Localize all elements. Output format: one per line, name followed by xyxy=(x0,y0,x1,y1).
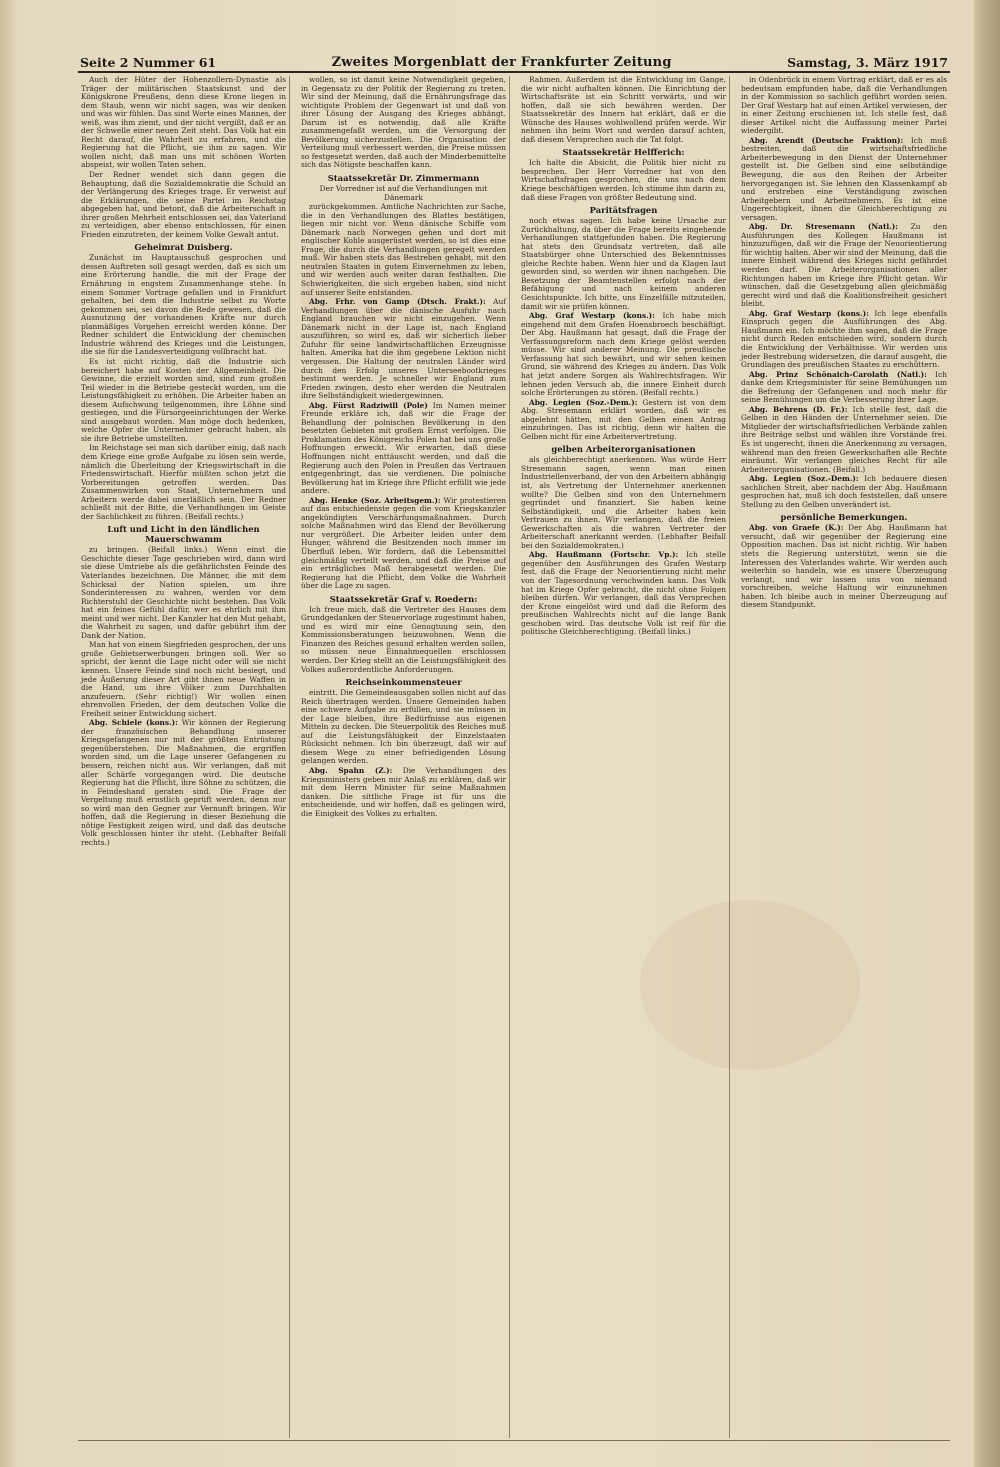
issue-date: Samstag, 3. März 1917 xyxy=(787,54,948,70)
section-heading: Geheimrat Duisberg. xyxy=(134,242,233,253)
section-heading: Staatssekretär Helfferich: xyxy=(562,147,685,158)
speech-paragraph xyxy=(301,497,506,591)
speaker-name: Abg. Behrens (D. Fr.): xyxy=(749,404,848,414)
article-paragraph: als gleichberechtigt anerkennen. Was würde Herr Stresemann sagen, wenn man einen Industriellenverband, der von den Arbeitern abhängig ist, als Vertretung der Unternehmer anerkennen wollte? Die Gelben sind von den Unternehmern gegründet und finanziert. Sie haben keine Selbständigkeit, und die Arbeiter haben kein Vertrauen zu ihnen. Wir verlangen, daß die freien Gewerkschaften als die wahren Vertreter der Arbeiterschaft anerkannt werden. (Lebhafter Beifall bei den Sozialdemokraten.) xyxy=(521,455,726,550)
article-paragraph: wollen, so ist damit keine Notwendigkeit gegeben, in Gegensatz zu der Politik der Regierung zu treten. Wir sind der Meinung, daß die Ernährungsfrage das wichtigste Problem der Gegenwart ist und daß von ihrer Lösung der Ausgang des Krieges abhängt. Darum ist es notwendig, daß alle Kräfte zusammengefaßt werden, um die Versorgung der Bevölkerung sicherzustellen. Die Organisation der Verteilung muß verbessert werden, die Preise müssen so festgesetzt werden, daß auch der Minderbemittelte sich das Nötigste beschaffen kann. xyxy=(301,76,506,170)
speech-text: Ich habe mich eingehend mit dem Grafen Hoensbroech beschäftigt. Der Abg. Haußmann hat gesagt, daß die Frage der Verfassungsreform nach dem Kriege gelöst werden müsse. Wir sind anderer Meinung. Die preußische Verfassung hat sich bewährt, und wir sehen keinen Grund, sie während des Krieges zu ändern. Das Volk hat jetzt andere Sorgen als Wahlrechtsfragen. Wir lehnen jeden Versuch ab, die innere Einheit durch solche Erörterungen zu stören. (Beifall rechts.) xyxy=(521,311,726,398)
speech-text: Ich muß bestreiten, daß die wirtschaftsfriedliche Arbeiterbewegung in den Dienst der Unternehmer gestellt ist. Die Gelben sind eine selbständige Bewegung, die aus den Reihen der Arbeiter hervorgegangen ist. Sie lehnen den Klassenkampf ab und erstreben eine Verständigung zwischen Arbeitgebern und Arbeitnehmern. Es ist eine Ungerechtigkeit, ihnen die Gleichberechtigung zu versagen. xyxy=(741,135,948,222)
speech-paragraph xyxy=(741,524,947,609)
section-heading: persönliche Bemerkungen. xyxy=(780,512,908,523)
speech-text: Zu den Ausführungen des Kollegen Haußmann ist hinzuzufügen, daß wir die Frage der Neuorientierung für wichtig halten. Aber wir sind der Meinung, daß die innere Einheit während des Krieges nicht gefährdet werden darf. Die Arbeiterorganisationen aller Richtungen haben im Kriege ihre Pflicht getan. Wir wünschen, daß die Gesetzgebung allen gleichmäßig gerecht wird und daß die Koalitionsfreiheit gesichert bleibt. xyxy=(741,222,948,309)
speech-paragraph xyxy=(741,475,947,509)
speaker-name: Abg. Dr. Stresemann (Natl.): xyxy=(749,222,898,232)
article-paragraph: Zunächst im Hauptausschuß gesprochen und dessen Auftreten soll gesagt werden, daß es sich um eine Erörterung handle, die mit der Frage der Ernährung in engstem Zusammenhange stehe. In einem Sommer Vortrage gefallen und in Frankfurt gehalten, bei dem die Industrie selbst zu Worte gekommen sei, sei davon die Rede gewesen, daß die Ausnutzung der vorhandenen Kräfte nur durch planmäßiges Vorgehen erreicht werden könne. Der Redner schildert die Entwicklung der chemischen Industrie während des Krieges und die Leistungen, die sie für die Landesverteidigung vollbracht hat. xyxy=(81,253,286,357)
speech-text: Im Namen meiner Freunde erkläre ich, daß wir die Frage der Behandlung der polnischen Bevölkerung in den besetzten Gebieten mit großem Ernst verfolgen. Die Proklamation des Königreichs Polen hat bei uns große Hoffnungen erweckt. Wir erwarten, daß diese Hoffnungen nicht enttäuscht werden, und daß die Regierung auch den Polen in Preußen das Vertrauen entgegenbringt, das sie verdienen. Die polnische Bevölkerung hat im Kriege ihre Pflicht erfüllt wie jede andere. xyxy=(301,400,506,496)
speaker-name: Abg. Henke (Soz. Arbeitsgem.): xyxy=(309,495,441,505)
speech-paragraph xyxy=(521,399,726,442)
section-heading: Paritätsfragen xyxy=(589,205,658,216)
article-paragraph: Ich freue mich, daß die Vertreter des Hauses dem Grundgedanken der Steuervorlage zugestimmt haben, und es wird mir eine Genugtuung sein, den Kommissionsberatungen beizuwohnen. Wenn die Finanzen des Reiches gesund erhalten werden sollen, so müssen neue Einnahmequellen erschlossen werden. Der Krieg stellt an die Leistungsfähigkeit des Volkes außerordentliche Anforderungen. xyxy=(301,604,506,674)
speaker-name: Abg. Legien (Soz.-Dem.): xyxy=(749,474,859,484)
speech-text: Wir protestieren auf das entschiedenste gegen die vom Kriegskanzler angekündigten Verschärfungsmaßnahmen. Durch solche Maßnahmen wird das Elend der Bevölkerung nur vergrößert. Die Arbeiter leiden unter dem Hunger, während die Besitzenden noch immer im Überfluß leben. Wir fordern, daß die Lebensmittel gleichmäßig verteilt werden, und daß die Preise auf ein erträgliches Maß herabgesetzt werden. Die Regierung hat die Pflicht, dem Volke die Wahrheit über die Lage zu sagen. xyxy=(301,495,506,591)
article-paragraph: in Odenbrück in einem Vortrag erklärt, daß er es als bedeutsam empfunden habe, daß die Verhandlungen in der Kommission so sachlich geführt worden seien. Der Graf Westarp hat auf einen Artikel verwiesen, der in einer Zeitung erschienen ist. Ich stelle fest, daß dieser Artikel nicht die Auffassung meiner Partei wiedergibt. xyxy=(741,76,947,136)
article-paragraph: Ich halte die Absicht, die Politik hier nicht zu besprechen. Der Herr Vorredner hat von den Wirtschaftsfragen gesprochen, die uns nach dem Kriege beschäftigen werden. Ich stimme ihm darin zu, daß diese Fragen von größter Bedeutung sind. xyxy=(521,158,726,202)
column-1 xyxy=(78,76,290,1438)
article-paragraph: eintritt. Die Gemeindeausgaben sollen nicht auf das Reich übertragen werden. Unsere Gemeinden haben eine schwere Aufgabe zu erfüllen, und sie müssen in der Lage bleiben, ihre Bedürfnisse aus eigenen Mitteln zu decken. Die Steuerpolitik des Reiches muß auf die Leistungsfähigkeit der Einzelstaaten Rücksicht nehmen. Ich bin überzeugt, daß wir auf diesem Wege zu einer befriedigenden Lösung gelangen werden. xyxy=(301,688,506,766)
column-2 xyxy=(298,76,510,1438)
speech-text: Auf Verhandlungen über die dänische Ausfuhr nach England brauchen wir nicht einzugehen. Wenn Dänemark nicht in der Lage ist, nach England auszuführen, so wird es, daß wir sicherlich lieber Zufuhr für seine landwirtschaftlichen Erzeugnisse halten. Amerika hat die ihm gegebene Lektion nicht vergessen. Die Haltung der neutralen Länder wird durch den Erfolg unseres Unterseebootkrieges bestimmt werden. Je schneller wir England zum Frieden zwingen, desto eher werden die Neutralen ihre Selbständigkeit wiedergewinnen. xyxy=(301,297,506,401)
section-heading: Staatssekretär Graf v. Roedern: xyxy=(329,593,478,604)
speech-text: Ich bedauere diesen sachlichen Streit, aber nachdem der Abg. Haußmann gesprochen hat, muß ich doch feststellen, daß unsere Stellung zu den Gelben unverändert ist. xyxy=(741,474,947,509)
speaker-name: Abg. Fürst Radziwill (Pole) xyxy=(309,400,428,410)
article-paragraph: Im Reichstage sei man sich darüber einig, daß nach dem Kriege eine große Aufgabe zu lösen sein werde, nämlich die Überleitung der Kriegswirtschaft in die Friedenswirtschaft. Hierfür müßten schon jetzt die Vorbereitungen getroffen werden. Das Zusammenwirken von Staat, Unternehmern und Arbeitern werde dabei unerläßlich sein. Der Redner schließt mit der Bitte, die Verhandlungen im Geiste der Sachlichkeit zu führen. (Beifall rechts.) xyxy=(81,443,286,521)
speech-paragraph xyxy=(521,551,726,636)
speaker-name: Abg. Arendt (Deutsche Fraktion): xyxy=(749,135,904,145)
text-columns xyxy=(78,76,950,1438)
page-header xyxy=(80,54,948,70)
speech-text: Der Abg. Haußmann hat versucht, daß wir gegenüber der Regierung eine Opposition machen. Das ist nicht richtig. Wir haben stets die Regierung unterstützt, wenn sie die Interessen des Vaterlandes wahrte. Wir werden auch weiterhin so handeln, wie es unsere Überzeugung verlangt, und wir lassen uns von niemand vorschreiben, welche Haltung wir einzunehmen haben. Ich bleibe auch in meiner Überzeugung auf diesem Standpunkt. xyxy=(741,523,947,610)
header-rule xyxy=(78,71,950,73)
article-paragraph: Es ist nicht richtig, daß die Industrie sich bereichert habe auf Kosten der Allgemeinheit. Die Gewinne, die erzielt worden sind, sind zum großen Teil wieder in die Betriebe gesteckt worden, um die Leistungsfähigkeit zu erhöhen. Die Arbeiter haben an diesem Aufschwung teilgenommen, ihre Löhne sind gestiegen, und die Fürsorgeeinrichtungen der Werke sind ausgebaut worden. Man möge doch bedenken, welche Opfer die Unternehmer gebracht haben, als sie ihre Betriebe umstellten. xyxy=(81,356,286,443)
speaker-name: Abg. Frhr. von Gamp (Dtsch. Frakt.): xyxy=(309,297,486,307)
speaker-name: Abg. Spahn (Z.): xyxy=(309,766,393,776)
article-paragraph: Der Redner wendet sich dann gegen die Behauptung, daß die Sozialdemokratie die Schuld an der Verlängerung des Krieges trage. Er verweist auf die Erklärungen, die seine Partei im Reichstag abgegeben hat, und betont, daß die Arbeiterschaft in ihrer großen Mehrheit entschlossen sei, das Vaterland zu verteidigen, aber ebenso entschlossen, für einen Frieden einzutreten, der keinem Volke Gewalt antut. xyxy=(81,170,286,239)
speaker-name: Abg. Schiele (kons.): xyxy=(89,718,178,728)
footer-rule xyxy=(78,1440,950,1441)
newspaper-title: Zweites Morgenblatt der Frankfurter Zeitung xyxy=(331,54,672,70)
speech-text: Wir können der Regierung der französischen Behandlung unserer Kriegsgefangenen nur mit der größten Entrüstung gegenüberstehen. Die Maßnahmen, die ergriffen worden sind, um die Lage unserer Gefangenen zu bessern, reichen nicht aus. Wir verlangen, daß mit aller Schärfe vorgegangen wird. Die deutsche Regierung hat die Pflicht, ihre Söhne zu schützen, die in Feindeshand geraten sind. Die Frage der Vergeltung muß ernstlich geprüft werden, denn nur so wird man den Gegner zur Vernunft bringen. Wir hoffen, daß die Regierung in dieser Beziehung die nötige Festigkeit zeigen wird, und daß das deutsche Volk geschlossen hinter ihr steht. (Lebhafter Beifall rechts.) xyxy=(81,718,286,847)
speaker-name: Abg. von Graefe (K.): xyxy=(749,523,844,533)
speech-paragraph xyxy=(521,312,726,397)
speaker-name: Abg. Haußmann (Fortschr. Vp.): xyxy=(529,550,679,560)
speech-text: Gestern ist von dem Abg. Stresemann erklärt worden, daß wir es abgelehnt hätten, mit den Gelben einen Antrag einzubringen. Das ist richtig, denn wir halten die Gelben nicht für eine Arbeitervertretung. xyxy=(521,397,726,441)
article-paragraph: Auch der Hüter der Hohenzollern-Dynastie als Träger der militärischen Staatskunst und der Königskrone Preußens, denn diese Krone liegen in dem Staub, wenn wir nicht sagen, was wir denken und was wir fühlen. Das sind Worte eines Mannes, der weiß, was ihm ziemt, und der nicht vergißt, daß er an der Schwelle einer neuen Zeit steht. Das Volk hat ein Recht darauf, die Wahrheit zu erfahren, und die Regierung hat die Pflicht, sie ihm zu sagen. Wir wollen nicht, daß man uns mit schönen Worten abspeist, wir wollen Taten sehen. xyxy=(81,76,286,170)
page-fold-edge xyxy=(974,0,1000,1467)
article-paragraph: Rahmen. Außerdem ist die Entwicklung im Gange, die wir nicht aufhalten können. Die Einrichtung der Wirtschaftsräte ist ein Schritt vorwärts, und wir hoffen, daß sie sich bewähren werden. Der Staatssekretär des Innern hat erklärt, daß er die Wünsche des Hauses wohlwollend prüfen werde. Wir nehmen ihn beim Wort und werden darauf achten, daß diesem Versprechen auch die Tat folgt. xyxy=(521,76,726,144)
article-paragraph: zu bringen. (Beifall links.) Wenn einst die Geschichte dieser Tage geschrieben wird, dann wird sie diese Umtriebe als die gefährlichsten Feinde des Vaterlandes bezeichnen. Die Männer, die mit dem Schicksal der Nation spielen, um ihre Sonderinteressen zu wahren, werden vor dem Richterstuhl der Geschichte nicht bestehen. Das Volk hat ein feines Gefühl dafür, wer es ehrlich mit ihm meint und wer nicht. Der Kanzler hat den Mut gehabt, die Wahrheit zu sagen, und dafür gebührt ihm der Dank der Nation. xyxy=(81,545,286,640)
speech-paragraph xyxy=(81,719,286,847)
speaker-name: Abg. Graf Westarp (kons.): xyxy=(749,308,869,318)
speech-text: Ich lege ebenfalls Einspruch gegen die Ausführungen des Abg. Haußmann ein. Ich möchte ihm sagen, daß die Frage nicht durch Reden entschieden wird, sondern durch die Entwicklung der Verhältnisse. Wir werden uns jeder Bestrebung widersetzen, die darauf ausgeht, die Grundlagen des preußischen Staates zu erschüttern. xyxy=(741,308,947,370)
speech-text: Die Verhandlungen des Kriegsministers geben mir Anlaß zu erklären, daß wir mit dem Herrn Minister für seine Maßnahmen danken. Die sittliche Frage ist für uns die entscheidende, und wir hoffen, daß es gelingen wird, die Einigkeit des Volkes zu erhalten. xyxy=(301,766,507,818)
speech-paragraph xyxy=(301,767,506,818)
speech-paragraph xyxy=(301,298,506,401)
speech-paragraph xyxy=(741,137,947,222)
column-4 xyxy=(738,76,950,1438)
sub-heading: Der Vorredner ist auf die Verhandlungen mit Dänemark xyxy=(319,184,488,202)
section-heading: Luft und Licht in den ländlichen Mauerschwamm xyxy=(107,524,260,545)
speech-paragraph xyxy=(741,223,947,308)
speech-paragraph xyxy=(301,402,506,496)
section-heading: Staatssekretär Dr. Zimmermann xyxy=(327,173,480,184)
speech-paragraph xyxy=(741,310,947,370)
article-paragraph: zurückgekommen. Amtliche Nachrichten zur Sache, die in den Verhandlungen des Blattes bestätigen, liegen mir nicht vor. Wenn dänische Schiffe vom Dänemark nach Norwegen gehen und dort mit englischer Kohle ausgerüstet werden, so ist dies eine Frage, die durch die Verhandlungen geregelt werden muß. Wir haben stets das Bestreben gehabt, mit den neutralen Staaten in gutem Einvernehmen zu leben, und wir werden auch weiter daran festhalten. Die Schwierigkeiten, die sich ergeben haben, sind nicht auf unserer Seite entstanden. xyxy=(301,202,506,297)
speech-text: Ich stelle gegenüber den Ausführungen des Grafen Westarp fest, daß die Frage der Neuorientierung nicht mehr von der Tagesordnung verschwinden kann. Das Volk hat im Kriege Opfer gebracht, die nicht ohne Folgen bleiben dürfen. Wir verlangen, daß das Versprechen der Krone eingelöst wird und daß die Reform des preußischen Wahlrechts nicht auf die lange Bank geschoben wird. Das deutsche Volk ist reif für die politische Gleichberechtigung. (Beifall links.) xyxy=(521,550,726,637)
article-paragraph: noch etwas sagen. Ich habe keine Ursache zur Zurückhaltung, da über die Frage bereits eingehende Verhandlungen stattgefunden haben. Die Regierung hat stets den Grundsatz vertreten, daß alle Staatsbürger ohne Unterschied des Bekenntnisses gleiche Rechte haben. Wenn hier und da Klagen laut geworden sind, so werden wir ihnen nachgehen. Die Besetzung der Beamtenstellen erfolgt nach der Befähigung und nach keinem anderen Gesichtspunkte. Ich bitte, uns Einzelfälle mitzuteilen, damit wir sie prüfen können. xyxy=(521,216,726,311)
speech-paragraph xyxy=(741,371,947,405)
speaker-name: Abg. Graf Westarp (kons.): xyxy=(529,311,655,321)
speech-text: Ich danke dem Kriegsminister für seine Bemühungen um die Befreiung der Gefangenen und noch mehr für seine Bemühungen um die Verbesserung ihrer Lage. xyxy=(741,369,947,405)
speech-text: Ich stelle fest, daß die Gelben in den Händen der Unternehmer seien. Die Mitglieder der wirtschaftsfriedlichen Verbände zahlen ihre Beiträge selbst und wählen ihre Vorstände frei. Es ist ungerecht, ihnen die Anerkennung zu versagen, während man den freien Gewerkschaften alle Rechte einräumt. Wir verlangen gleiches Recht für alle Arbeiterorganisationen. (Beifall.) xyxy=(741,404,947,474)
section-heading: Reichseinkommensteuer xyxy=(345,677,462,688)
column-3 xyxy=(518,76,730,1438)
speaker-name: Abg. Legien (Soz.-Dem.): xyxy=(529,397,638,407)
page-number-label: Seite 2 Nummer 61 xyxy=(80,54,217,70)
article-paragraph: Man hat von einem Siegfrieden gesprochen, der uns große Gebietserwerbungen bringen soll. Wer so spricht, der kennt die Lage nicht oder will sie nicht kennen. Unsere Feinde sind noch nicht besiegt, und jede Äußerung dieser Art gibt ihnen neue Waffen in die Hand, um ihre Völker zum Durchhalten anzufeuern. (Sehr richtig!) Wir wollen einen ehrenvollen Frieden, der dem deutschen Volke die Freiheit seiner Entwicklung sichert. xyxy=(81,640,286,718)
speaker-name: Abg. Prinz Schönaich-Carolath (Natl.): xyxy=(749,369,927,379)
section-heading: gelben Arbeiterorganisationen xyxy=(551,444,696,455)
speech-paragraph xyxy=(741,406,947,474)
